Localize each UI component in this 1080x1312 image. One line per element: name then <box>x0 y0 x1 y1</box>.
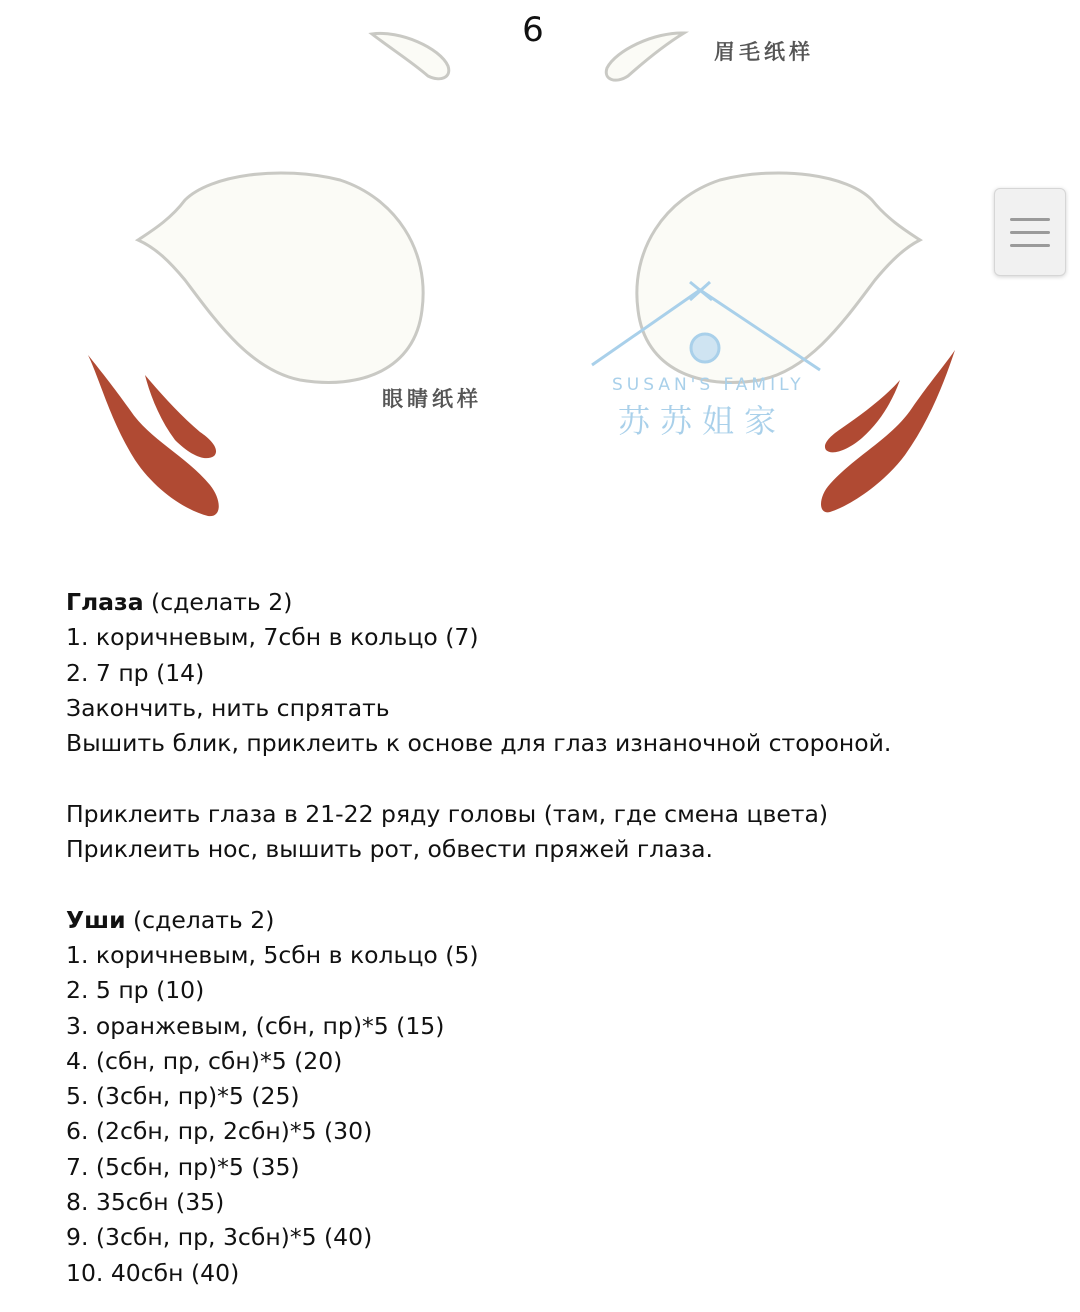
ears-line: 10. 40сбн (40) <box>66 1258 240 1287</box>
ears-title: Уши <box>66 905 126 934</box>
hamburger-icon <box>1010 218 1050 221</box>
instructions <box>66 585 1026 1291</box>
eyes-heading <box>66 585 1026 620</box>
spacer <box>66 867 1026 902</box>
eyes-line: 2. 7 пр (14) <box>66 658 205 687</box>
eyes-line: 1. коричневым, 7сбн в кольцо (7) <box>66 623 479 652</box>
watermark-chinese: 苏苏姐家 <box>618 402 787 440</box>
eyebrow-pattern-label: 眉毛纸样 <box>714 40 814 64</box>
ears-line: 5. (3сбн, пр)*5 (25) <box>66 1082 300 1111</box>
menu-button[interactable] <box>994 188 1066 276</box>
hamburger-icon-line <box>1010 244 1050 247</box>
ears-line: 1. коричневым, 5сбн в кольцо (5) <box>66 940 479 969</box>
spacer <box>66 761 1026 796</box>
ears-line: 9. (3сбн, пр, 3сбн)*5 (40) <box>66 1223 373 1252</box>
ears-line: 8. 35сбн (35) <box>66 1188 225 1217</box>
page-number: 6 <box>522 10 544 50</box>
eyes-title: Глаза <box>66 588 144 616</box>
eyes-line: Закончить, нить спрятать <box>66 693 390 722</box>
ears-line: 7. (5сбн, пр)*5 (35) <box>66 1152 300 1181</box>
eye-template-left <box>138 173 423 383</box>
assembly-line: Приклеить глаза в 21-22 ряду головы (там, где смена цвета) <box>66 799 829 828</box>
ears-line: 6. (2сбн, пр, 2сбн)*5 (30) <box>66 1117 373 1146</box>
ears-line: 4. (сбн, пр, сбн)*5 (20) <box>66 1046 343 1075</box>
watermark-english: SUSAN'S FAMILY <box>612 375 805 395</box>
ears-line: 3. оранжевым, (сбн, пр)*5 (15) <box>66 1011 445 1040</box>
ears-heading <box>66 903 1026 938</box>
eyes-note: (сделать 2) <box>143 588 293 616</box>
assembly-line: Приклеить нос, вышить рот, обвести пряжей глаза. <box>66 835 713 864</box>
eye-template-right <box>637 173 920 383</box>
eyes-line: Вышить блик, приклеить к основе для глаз изнаночной стороной. <box>66 729 892 758</box>
ears-line: 2. 5 пр (10) <box>66 976 205 1005</box>
hamburger-icon-line <box>1010 231 1050 234</box>
ears-note: (сделать 2) <box>125 905 275 934</box>
pattern-illustration <box>0 0 1080 560</box>
eye-pattern-label: 眼睛纸样 <box>382 387 482 411</box>
